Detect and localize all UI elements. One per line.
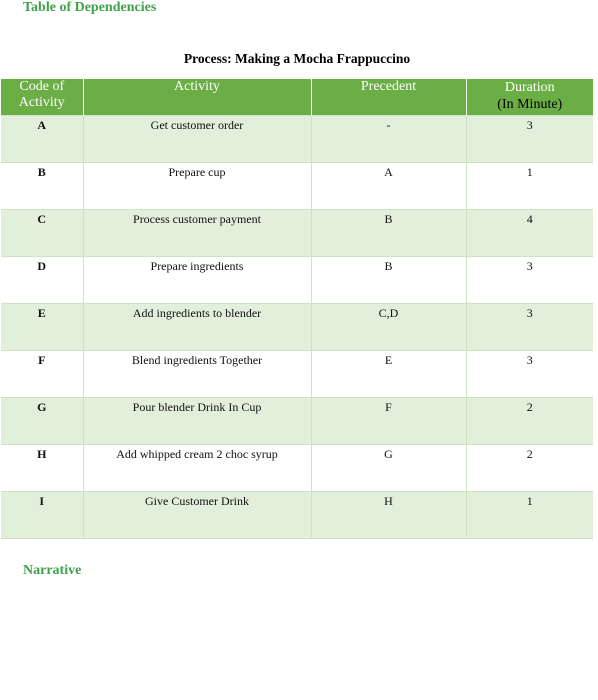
- table-row: [1, 398, 593, 445]
- cell-code: H: [1, 445, 83, 492]
- cell-code: B: [1, 163, 83, 210]
- table-row: [1, 304, 593, 351]
- header-code-line2: Activity: [18, 95, 65, 110]
- cell-precedent: E: [311, 351, 466, 398]
- dependencies-table: [1, 79, 593, 539]
- header-duration-line2: (In Minute): [497, 97, 563, 112]
- cell-activity: Get customer order: [83, 116, 311, 163]
- table-of-dependencies-heading: Table of Dependencies: [23, 0, 157, 15]
- cell-code: E: [1, 304, 83, 351]
- cell-activity: Give Customer Drink: [83, 492, 311, 539]
- cell-code: D: [1, 257, 83, 304]
- table-header-row: [1, 79, 593, 116]
- header-activity: Activity: [83, 79, 311, 116]
- cell-precedent: H: [311, 492, 466, 539]
- cell-code: G: [1, 398, 83, 445]
- cell-precedent: G: [311, 445, 466, 492]
- cell-duration: 3: [466, 304, 593, 351]
- table-caption: Process: Making a Mocha Frappuccino: [183, 51, 411, 66]
- cell-activity: Add whipped cream 2 choc syrup: [83, 445, 311, 492]
- table-row: [1, 116, 593, 163]
- cell-activity: Process customer payment: [83, 210, 311, 257]
- cell-precedent: F: [311, 398, 466, 445]
- table-row: [1, 351, 593, 398]
- cell-code: F: [1, 351, 83, 398]
- table-row: [1, 210, 593, 257]
- table-row: [1, 163, 593, 210]
- cell-activity: Blend ingredients Together: [83, 351, 311, 398]
- header-precedent: Precedent: [311, 79, 466, 116]
- cell-duration: 1: [466, 492, 593, 539]
- header-duration: [466, 79, 593, 116]
- cell-duration: 3: [466, 351, 593, 398]
- header-code-line1: Code of: [19, 79, 65, 94]
- cell-code: A: [1, 116, 83, 163]
- cell-activity: Prepare ingredients: [83, 257, 311, 304]
- cell-precedent: B: [311, 257, 466, 304]
- cell-duration: 1: [466, 163, 593, 210]
- cell-activity: Pour blender Drink In Cup: [83, 398, 311, 445]
- cell-precedent: B: [311, 210, 466, 257]
- cell-duration: 3: [466, 116, 593, 163]
- cell-code: C: [1, 210, 83, 257]
- cell-code: I: [1, 492, 83, 539]
- cell-duration: 2: [466, 445, 593, 492]
- cell-duration: 2: [466, 398, 593, 445]
- cell-precedent: C,D: [311, 304, 466, 351]
- table-row: [1, 257, 593, 304]
- cell-duration: 3: [466, 257, 593, 304]
- cell-activity: Prepare cup: [83, 163, 311, 210]
- cell-duration: 4: [466, 210, 593, 257]
- table-row: [1, 492, 593, 539]
- narrative-heading: Narrative: [23, 563, 82, 578]
- table-row: [1, 445, 593, 492]
- header-duration-line1: Duration: [504, 80, 555, 95]
- cell-precedent: -: [311, 116, 466, 163]
- cell-activity: Add ingredients to blender: [83, 304, 311, 351]
- cell-precedent: A: [311, 163, 466, 210]
- header-code-of-activity: [1, 79, 83, 116]
